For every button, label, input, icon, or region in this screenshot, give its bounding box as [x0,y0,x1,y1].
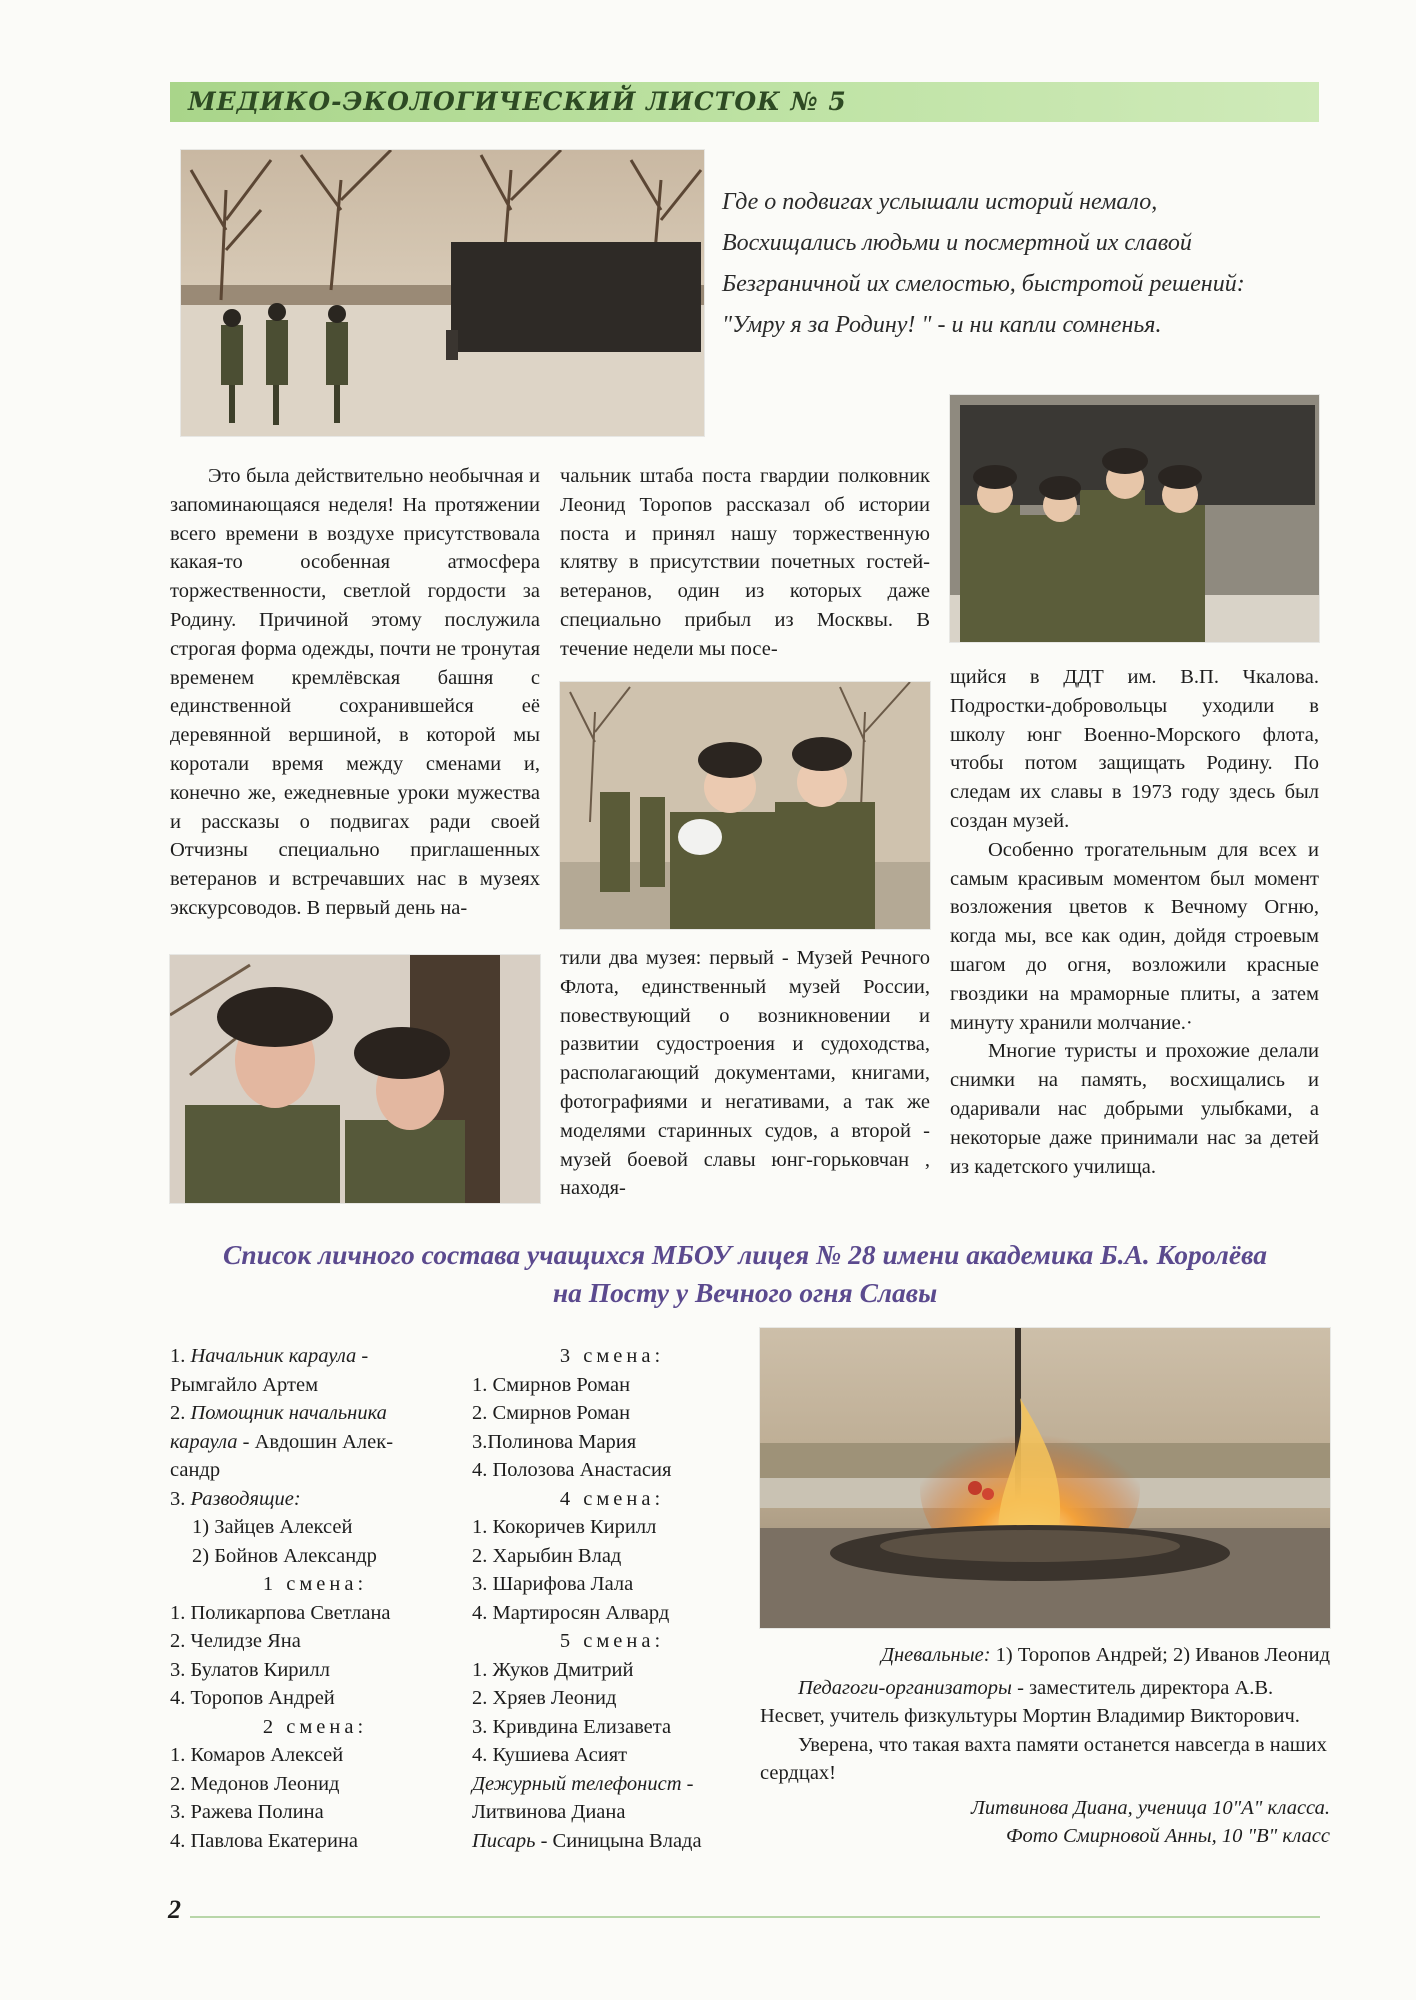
roster-column-b [472,1342,752,1855]
entry-role: караула [170,1430,238,1453]
roster-name: - Синицына Влада [540,1829,702,1852]
header-banner [170,82,1319,122]
entry-role: Дежурный телефонист [472,1772,682,1795]
roster-name: 4. Полозова Анастасия [472,1459,672,1481]
entry-dash: - [686,1772,694,1795]
photo-cadets-with-flowers [560,682,930,929]
signature-author: Литвинова Диана, ученица 10"А" класса. [971,1796,1330,1819]
poem-line: "Умру я за Родину! " - и ни капли сомненья. [722,312,1162,338]
roster-name: 1. Кокоричев Кирилл [472,1516,657,1538]
roster-column-c [760,1641,1330,1851]
roster-entry [472,1827,752,1856]
roster-name: 1. Поликарпова Светлана [170,1601,391,1624]
orderlies-line [760,1641,1330,1670]
entry-role: Помощник начальника [190,1402,387,1424]
roster-name: 1) Торопов Андрей; 2) Иванов Леонид [990,1644,1330,1666]
entry-role: Педагоги-организаторы [798,1676,1012,1699]
entry-role: Дневальные: [880,1644,991,1666]
article-paragraph: Это была действительно необычная и запоминающаяся неделя! На протяжении всего времени в воздухе присутствовала какая-то особенная атмосфера торжественности, светлой гордости за Родину. Причиной этому послужила строгая форма одежды, почти не тронутая временем кремлёвская башня с единственной сохранившейся её деревянной вершиной, в которой мы коротали время между сменами и, конечно же, ежедневные уроки мужества и рассказы о подвигах ради своей Отчизны специально приглашенных ветеранов и встречавших нас в музеях экскурсоводов. В первый день на- [170,465,540,919]
roster-name: 1. Смирнов Роман [472,1373,631,1396]
roster-entry [170,1342,460,1371]
article-paragraph: Особенно трогательным для всех и самым красивым моментом был момент возложения цветов к Вечному Огню, когда мы, все как один, дойдя строевым шагом до огня, возложили красные гвоздики на мраморные плиты, а затем минуту хранили молчание.· [950,838,1319,1034]
teachers-line [760,1674,1330,1731]
article-column-2-bottom [560,944,930,1203]
shift-title: 3 смена: [559,1345,665,1367]
roster-name: 3. Ражева Полина [170,1801,324,1823]
roster-name: 2. Челидзе Яна [170,1630,301,1652]
newsletter-title: МЕДИКО-ЭКОЛОГИЧЕСКИЙ ЛИСТОК № 5 [188,87,847,116]
shift-title: 1 смена: [262,1573,368,1595]
roster-heading-line: Список личного состава учащихся МБОУ лицея № 28 имени академика Б.А. Королёва [223,1239,1267,1270]
photo-marching-cadets [181,150,704,436]
roster-name: 4. Кушиева Асият [472,1744,628,1766]
closing-line: Уверена, что такая вахта памяти останется навсегда в наших сердцах! [760,1733,1327,1784]
photo-saluting-cadets [950,395,1319,642]
roster-name: 4. Мартиросян Алвард [472,1601,670,1624]
roster-entry [472,1770,752,1799]
roster-name: 1) Зайцев Алексей [192,1516,353,1538]
roster-name: 2. Медонов Леонид [170,1772,340,1795]
entry-role: Разводящие: [190,1487,301,1510]
article-column-3 [950,663,1319,1181]
entry-number: 1. [170,1345,186,1367]
signature-photo: Фото Смирновой Анны, 10 "В" класс [1006,1825,1330,1847]
roster-name: 2. Хряев Леонид [472,1687,617,1709]
roster-entry [170,1399,460,1428]
footer-rule [190,1916,1320,1918]
page-number: 2 [168,1895,181,1924]
roster-name: 2. Харыбин Влад [472,1544,622,1567]
entry-number: 3. [170,1487,186,1510]
roster-name: Литвинова Диана [472,1801,626,1823]
photo-eternal-flame [760,1328,1330,1628]
roster-name: сандр [170,1459,221,1481]
roster-name: 4. Павлова Екатерина [170,1829,359,1852]
entry-number: 2. [170,1402,186,1424]
roster-heading-line: на Посту у Вечного огня Славы [552,1277,938,1308]
shift-title: 4 смена: [559,1487,665,1510]
article-paragraph: чальник штаба поста гвардии полковник Леонид Торопов рассказал об истории поста и принял нашу торжественную клятву в присутствии почетных гостей-ветеранов, один из которых даже специально прибыл из Москвы. В течение недели мы посе- [560,465,930,660]
teachers-text: - заместитель директора А.В. Несвет, учитель физкультуры Мортин Владимир Викторович. [760,1676,1300,1727]
entry-role: Писарь [472,1829,536,1852]
roster-name: 3.Полинова Мария [472,1430,637,1453]
poem-line: Где о подвигах услышали историй немало, [722,189,1158,215]
roster-name: 1. Жуков Дмитрий [472,1658,634,1681]
roster-name: 3. Кривдина Елизавета [472,1715,672,1738]
roster-entry [170,1485,460,1514]
roster-name: - Авдошин Алек- [242,1430,394,1453]
poem-line: Восхищались людьми и посмертной их славой [722,230,1192,256]
roster-name: 3. Шарифова Лала [472,1573,634,1595]
roster-column-a [170,1342,460,1855]
article-column-2-top [560,462,930,664]
shift-title: 2 смена: [262,1715,368,1738]
poem-line: Безграничной их смелостью, быстротой решений: [722,271,1245,297]
poem [722,182,1342,346]
article-column-1 [170,462,540,923]
roster-name: 3. Булатов Кирилл [170,1658,330,1681]
roster-entry [170,1428,460,1457]
article-paragraph: Многие туристы и прохожие делали снимки на память, восхищались и одаривали нас добрыми улыбками, а некоторые даже принимали нас за детей из кадетского училища. [950,1040,1319,1178]
shift-title: 5 смена: [559,1630,665,1652]
roster-name: 2) Бойнов Александр [192,1544,377,1567]
entry-role: Начальник караула - [190,1345,369,1367]
photo-cadets-portrait [170,955,540,1203]
roster-name: Рымгайло Артем [170,1373,319,1396]
roster-heading [160,1236,1330,1312]
roster-name: 1. Комаров Алексей [170,1744,344,1766]
roster-name: 4. Торопов Андрей [170,1687,335,1709]
article-paragraph: щийся в ДДТ им. В.П. Чкалова. Подростки-добровольцы уходили в школу юнг Военно-Морского флота, чтобы потом защищать Родину. По следам их славы в 1973 году здесь был создан музей. [950,666,1319,832]
article-paragraph: тили два музея: первый - Музей Речного Флота, единственный музей России, повествующий о возникновении и развитии судостроения и судоходства, располагающий документами, книгами, фотографиями и негативами, а так же моделями старинных судов, а второй - музей боевой славы юнг-горьковчан , находя- [560,947,930,1200]
roster-name: 2. Смирнов Роман [472,1402,631,1424]
